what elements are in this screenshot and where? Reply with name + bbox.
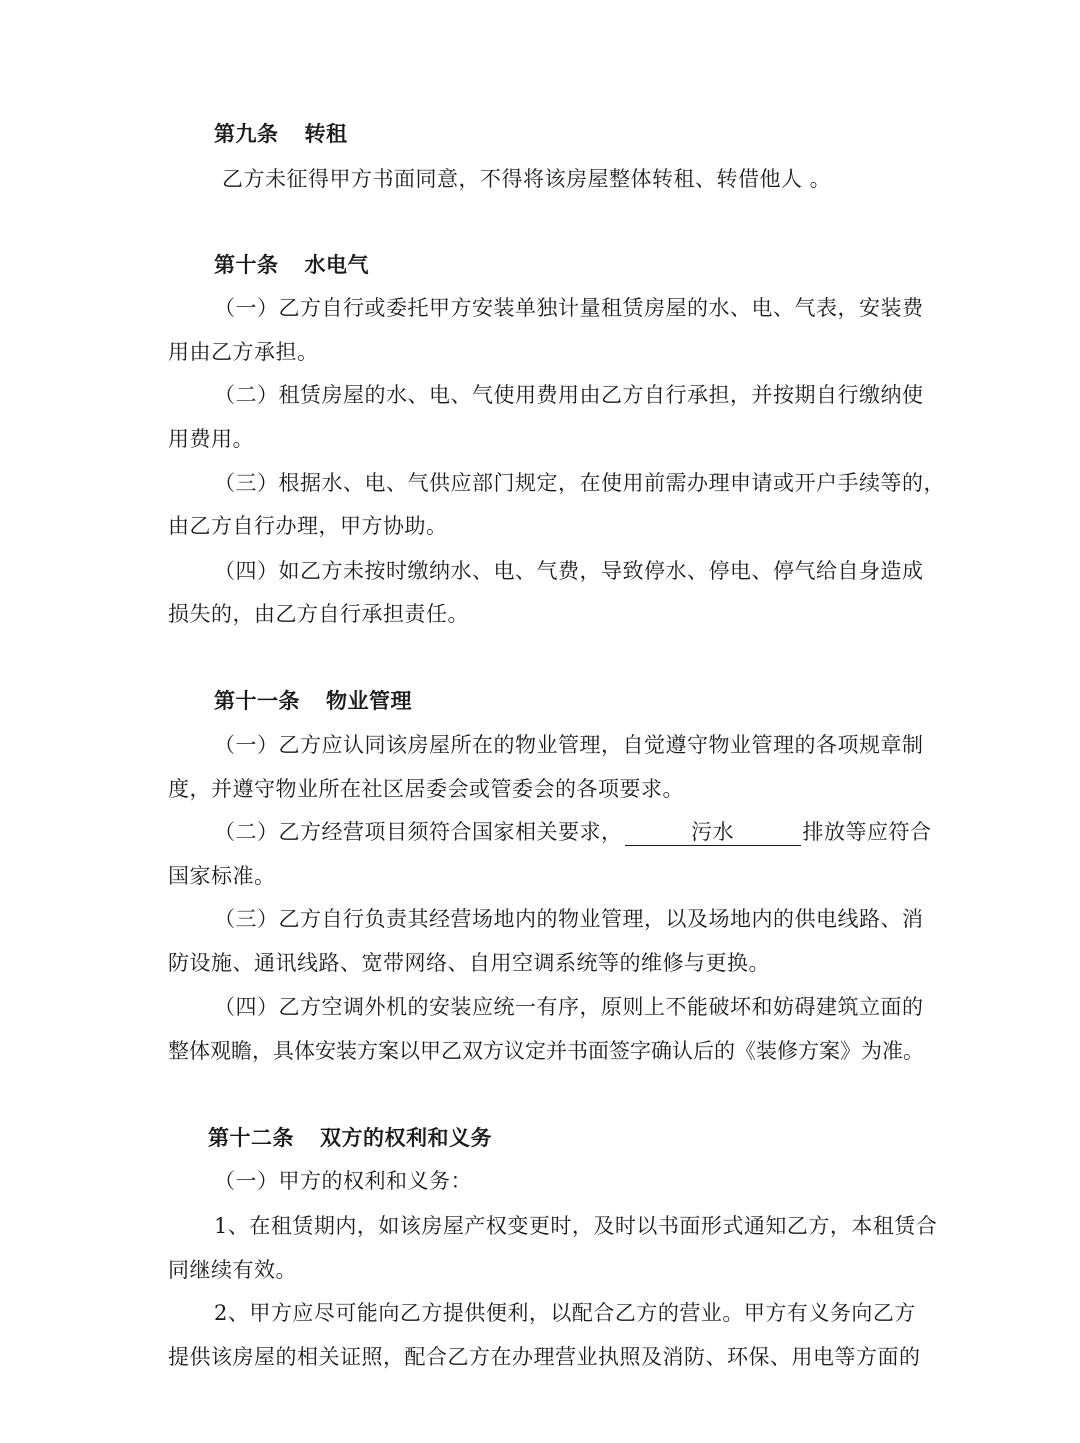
paragraph-line: 损失的，由乙方自行承担责任。 [168, 602, 469, 626]
paragraph-line: 整体观瞻，具体安装方案以甲乙双方议定并书面签字确认后的《装修方案》为准。 [168, 1039, 924, 1063]
paragraph-line: 2、甲方应尽可能向乙方提供便利，以配合乙方的营业。甲方有义务向乙方 [214, 1301, 916, 1325]
paragraph-line: 提供该房屋的相关证照，配合乙方在办理营业执照及消防、环保、用电等方面的 [168, 1345, 921, 1369]
article-11-heading [214, 686, 412, 716]
paragraph-line: 用费用。 [168, 427, 254, 451]
paragraph-line: 乙方未征得甲方书面同意，不得将该房屋整体转租、转借他人 。 [222, 167, 832, 191]
article-title: 双方的权利和义务 [320, 1125, 492, 1150]
article-9-heading [214, 119, 348, 149]
paragraph-line: （二）租赁房屋的水、电、气使用费用由乙方自行承担，并按期自行缴纳使 [214, 383, 924, 407]
paragraph-line: 国家标准。 [168, 864, 276, 888]
paragraph-line: 1、在租赁期内，如该房屋产权变更时，及时以书面形式通知乙方，本租赁合 [214, 1214, 938, 1238]
paragraph-line: （四）乙方空调外机的安装应统一有序，原则上不能破坏和妨碍建筑立面的 [214, 995, 924, 1019]
paragraph-line: （三）根据水、电、气供应部门规定，在使用前需办理申请或开户手续等的， [214, 471, 945, 495]
article-number: 第十一条 [214, 688, 300, 713]
article-12-heading [208, 1123, 492, 1153]
article-title: 物业管理 [326, 688, 412, 713]
paragraph-text: 排放等应符合 [802, 820, 932, 844]
paragraph-line: 由乙方自行办理，甲方协助。 [168, 514, 448, 538]
paragraph-line: （四）如乙方未按时缴纳水、电、气费，导致停水、停电、停气给自身造成 [214, 559, 924, 583]
paragraph-line: （一）乙方应认同该房屋所在的物业管理，自觉遵守物业管理的各项规章制 [214, 733, 924, 757]
paragraph-line: 防设施、通讯线路、宽带网络、自用空调系统等的维修与更换。 [168, 951, 770, 975]
paragraph-line: 同继续有效。 [168, 1258, 297, 1282]
paragraph-line: （一）甲方的权利和义务： [214, 1169, 472, 1193]
article-10-heading [214, 250, 369, 280]
article-number: 第十条 [214, 252, 279, 277]
article-number: 第九条 [214, 121, 279, 146]
article-title: 水电气 [304, 252, 369, 277]
paragraph-line: 用由乙方承担。 [168, 340, 319, 364]
fill-in-paragraph-line [214, 817, 932, 847]
paragraph-line: （三）乙方自行负责其经营场地内的物业管理，以及场地内的供电线路、消 [214, 907, 924, 931]
paragraph-line: 度，并遵守物业所在社区居委会或管委会的各项要求。 [168, 777, 684, 801]
article-title: 转租 [304, 121, 348, 146]
fill-in-blank: 污水 [625, 819, 801, 846]
paragraph-line: （一）乙方自行或委托甲方安装单独计量租赁房屋的水、电、气表，安装费 [214, 296, 924, 320]
article-number: 第十二条 [208, 1125, 294, 1150]
paragraph-text: （二）乙方经营项目须符合国家相关要求， [214, 820, 623, 844]
